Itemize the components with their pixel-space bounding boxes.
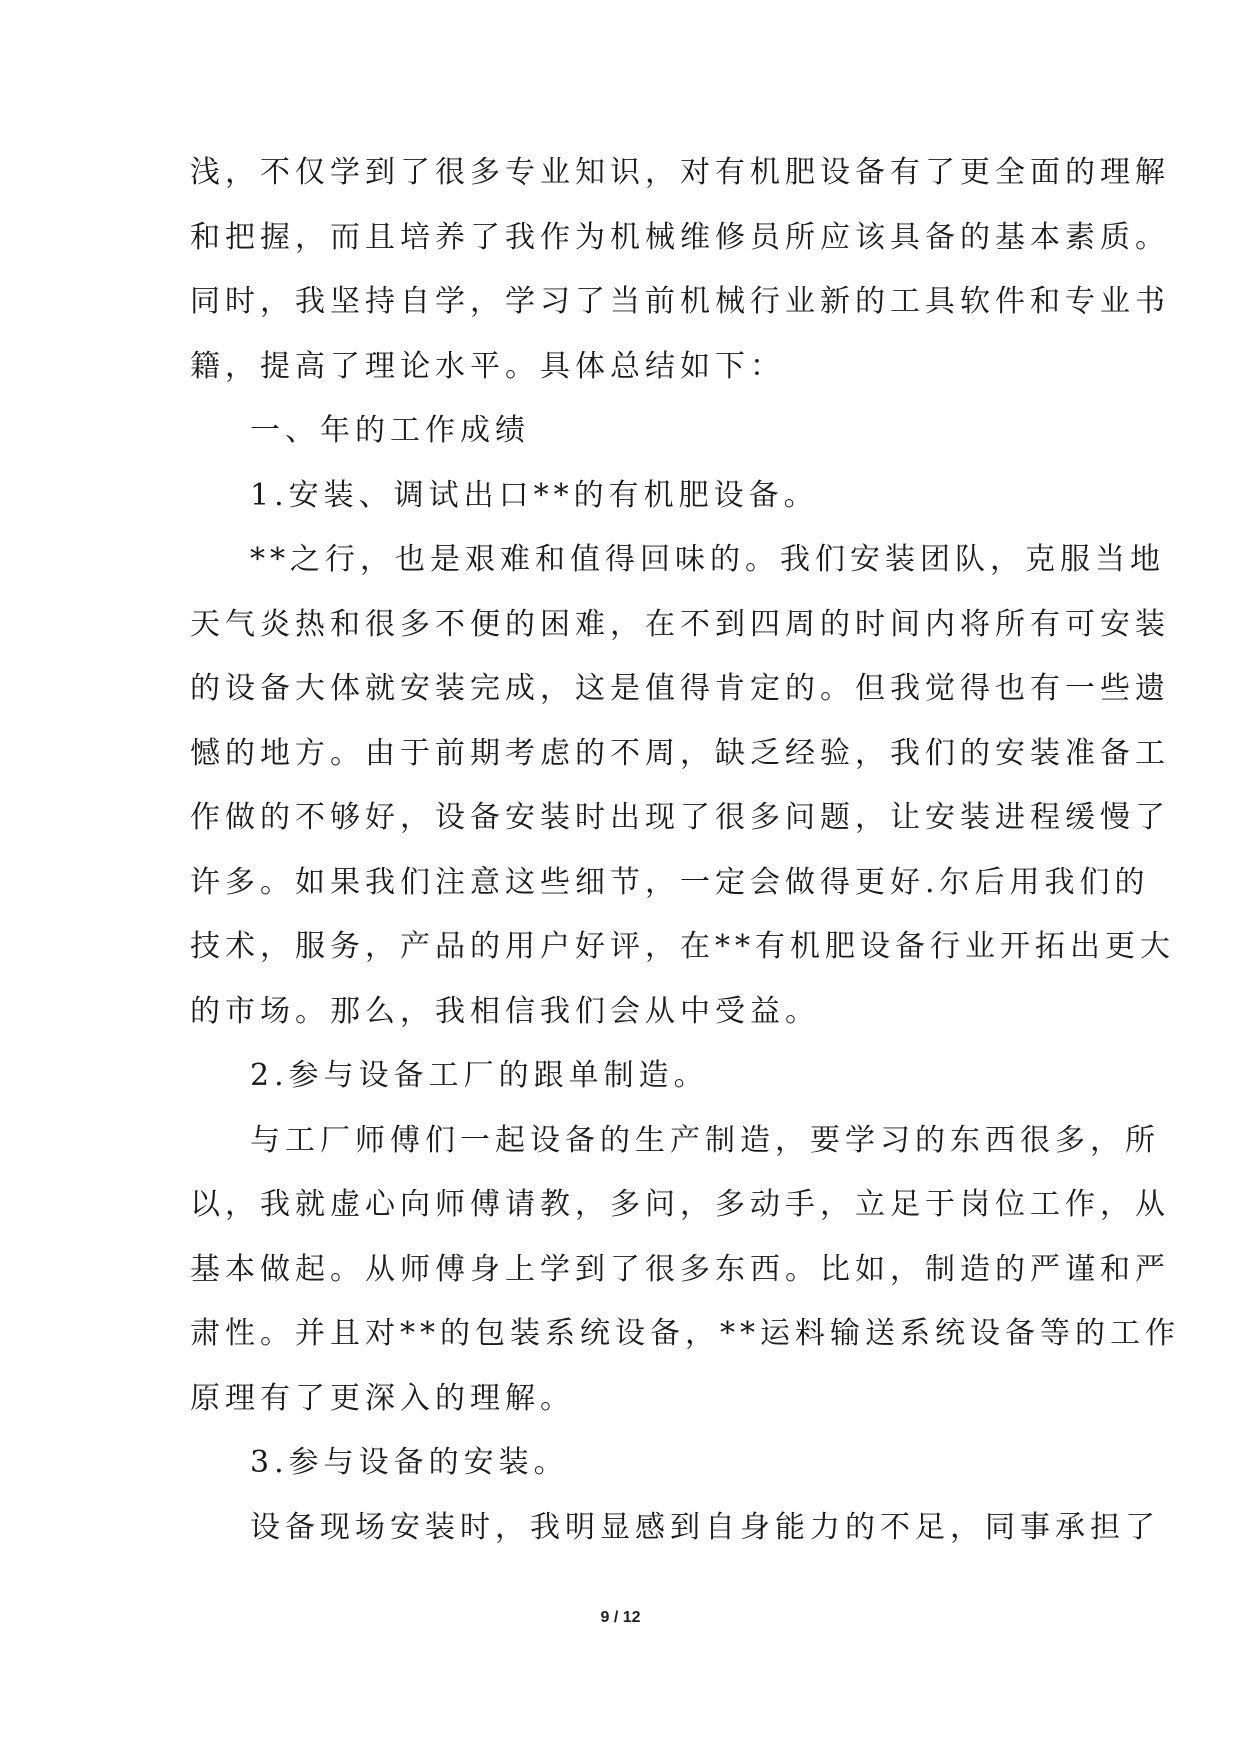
text-line: 以，我就虚心向师傅请教，多问，多动手，立足于岗位工作，从 (190, 1187, 1170, 1222)
text-line: 憾的地方。由于前期考虑的不周，缺乏经验，我们的安装准备工 (190, 735, 1170, 771)
text-line: 浅，不仅学到了很多专业知识，对有机肥设备有了更全面的理解 (190, 155, 1170, 190)
text-line: 肃性。并且对**的包装系统设备，**运料输送系统设备等的工作 (190, 1316, 1180, 1351)
text-line: 与工厂师傅们一起设备的生产制造，要学习的东西很多，所 (250, 1122, 1160, 1158)
text-line: 基本做起。从师傅身上学到了很多东西。比如，制造的严谨和严 (190, 1251, 1170, 1287)
text-line: 许多。如果我们注意这些细节，一定会做得更好.尔后用我们的 (190, 864, 1150, 900)
text-line: **之行，也是艰难和值得回味的。我们安装团队，克服当地 (250, 542, 1165, 577)
text-line: 作做的不够好，设备安装时出现了很多问题，让安装进程缓慢了 (190, 800, 1170, 835)
text-line: 设备现场安装时，我明显感到自身能力的不足，同事承担了 (250, 1509, 1160, 1545)
text-line: 的市场。那么，我相信我们会从中受益。 (190, 993, 820, 1029)
body-text (190, 155, 1180, 1577)
text-line: 同时，我坚持自学，学习了当前机械行业新的工具软件和专业书 (190, 284, 1170, 319)
subsection-heading: 2.参与设备工厂的跟单制造。 (250, 1058, 709, 1093)
text-line: 籍，提高了理论水平。具体总结如下： (190, 348, 785, 384)
text-line: 的设备大体就安装完成，这是值得肯定的。但我觉得也有一些遗 (190, 671, 1170, 706)
subsection-heading: 3.参与设备的安装。 (250, 1445, 569, 1480)
text-line: 天气炎热和很多不便的困难，在不到四周的时间内将所有可安装 (190, 606, 1170, 642)
text-line: 原理有了更深入的理解。 (190, 1380, 575, 1416)
section-heading: 一、年的工作成绩 (250, 413, 530, 448)
text-line: 技术，服务，产品的用户好评，在**有机肥设备行业开拓出更大 (190, 929, 1175, 964)
page-number: 9 / 12 (600, 1609, 641, 1626)
text-line: 和把握，而且培养了我作为机械维修员所应该具备的基本素质。 (190, 219, 1170, 255)
subsection-heading: 1.安装、调试出口**的有机肥设备。 (250, 477, 819, 513)
